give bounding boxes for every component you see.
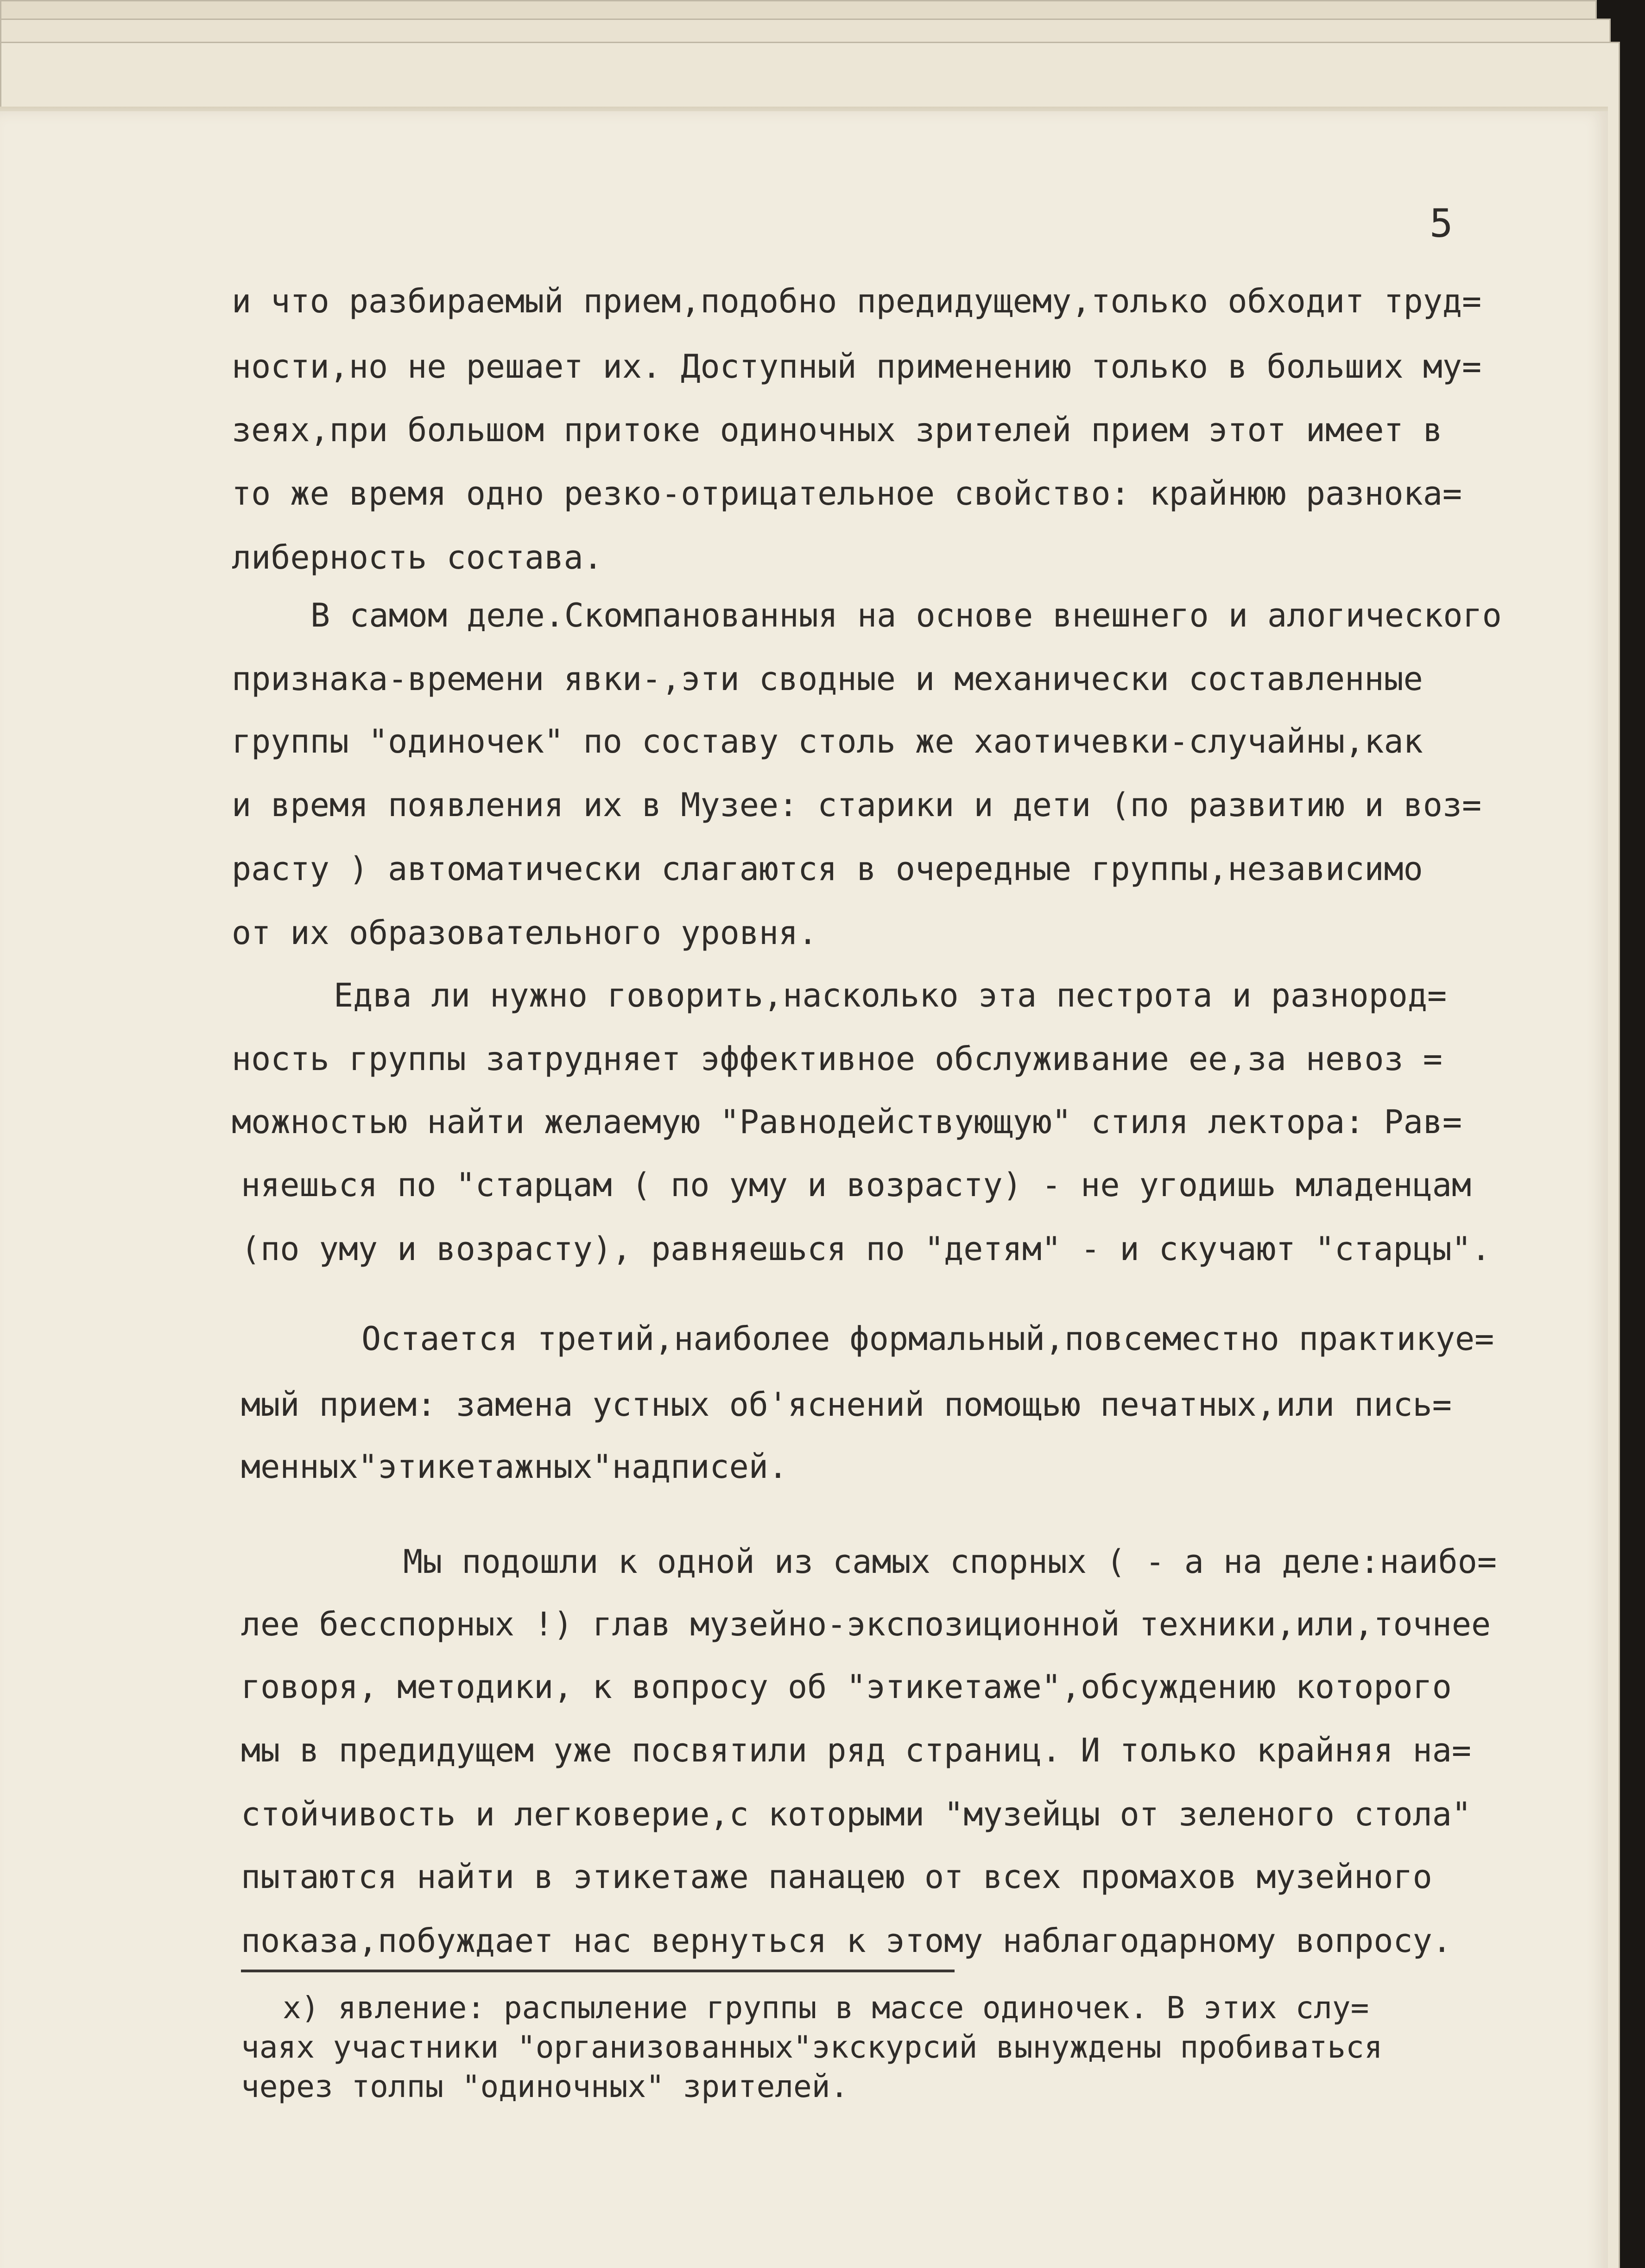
- text-line: Едва ли нужно говорить,насколько эта пестрота и разнород=: [334, 976, 1447, 1014]
- text-line: говоря, методики, к вопросу об "этикетаже",обсуждению которого: [241, 1668, 1452, 1706]
- text-line: либерность состава.: [232, 538, 603, 577]
- text-line: от их образовательного уровня.: [232, 914, 818, 952]
- text-line: ности,но не решает их. Доступный применению только в больших му=: [232, 348, 1482, 386]
- text-line: мый прием: замена устных об'яснений помощью печатных,или пись=: [241, 1386, 1452, 1424]
- text-line: то же время одно резко-отрицательное свойство: крайнюю разнока=: [232, 475, 1462, 513]
- text-line: мы в предидущем уже посвятили ряд страниц. И только крайняя на=: [241, 1731, 1472, 1769]
- text-line: можностью найти желаемую "Равнодействующую" стиля лектора: Рав=: [232, 1103, 1462, 1141]
- footnote-divider: [241, 1970, 955, 1972]
- text-line: ность группы затрудняет эффективное обслуживание ее,за невоз =: [232, 1040, 1443, 1078]
- text-line: зеях,при большом притоке одиночных зрителей прием этот имеет в: [232, 411, 1443, 449]
- footnote-line: чаях участники "организованных"экскурсий вынуждены пробиваться: [241, 2029, 1383, 2065]
- text-line: пытаются найти в этикетаже панацею от всех промахов музейного: [241, 1858, 1432, 1896]
- page-number: 5: [1430, 201, 1453, 246]
- text-line: Мы подошли к одной из самых спорных ( - а на деле:наибо=: [403, 1543, 1497, 1581]
- text-line: расту ) автоматически слагаются в очередные группы,независимо: [232, 850, 1423, 888]
- text-line: и что разбираемый прием,подобно предидущему,только обходит труд=: [232, 282, 1482, 320]
- text-line: няешься по "старцам ( по уму и возрасту) - не угодишь младенцам: [241, 1166, 1472, 1204]
- text-line: стойчивость и легковерие,с которыми "музейцы от зеленого стола": [241, 1795, 1472, 1833]
- text-line: (по уму и возрасту), равняешься по "детям" - и скучают "старцы".: [241, 1230, 1491, 1268]
- text-line: и время появления их в Музее: старики и дети (по развитию и воз=: [232, 786, 1482, 824]
- text-line: В самом деле.Скомпанованныя на основе внешнего и алогического: [310, 596, 1502, 634]
- text-line: признака-времени явки-,эти сводные и механически составленные: [232, 660, 1423, 698]
- text-line: лее бесспорных !) глав музейно-экспозиционной техники,или,точнее: [241, 1605, 1491, 1643]
- text-line: менных"этикетажных"надписей.: [241, 1448, 788, 1486]
- footnote-line: через толпы "одиночных" зрителей.: [241, 2069, 849, 2104]
- text-line: группы "одиночек" по составу столь же хаотичевки-случайны,как: [232, 722, 1423, 760]
- text-line: Остается третий,наиболее формальный,повсеместно практикуе=: [361, 1320, 1494, 1358]
- text-line: показа,побуждает нас вернуться к этому наблагодарному вопросу.: [241, 1922, 1452, 1960]
- footnote-line: х) явление: распыление группы в массе одиночек. В этих слу=: [283, 1990, 1369, 2026]
